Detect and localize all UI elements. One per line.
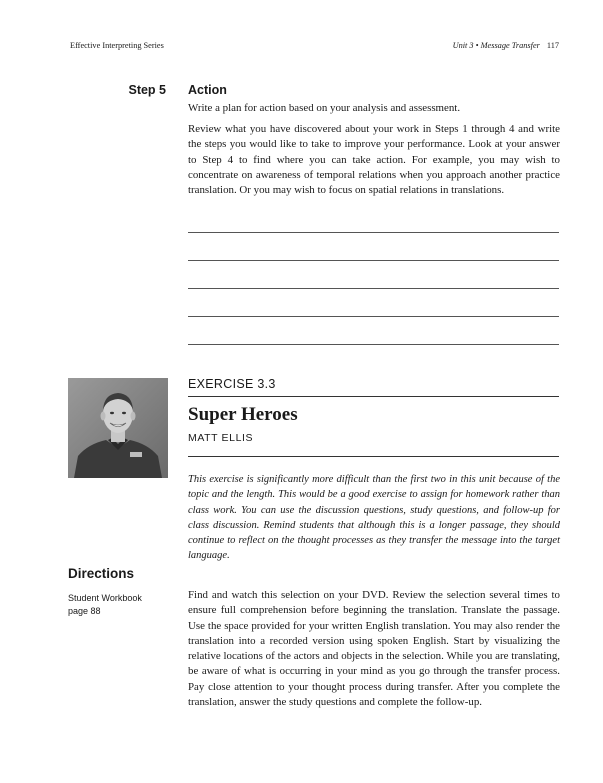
exercise-title: Super Heroes — [188, 404, 298, 425]
page-number: 117 — [546, 41, 559, 50]
writing-line — [188, 232, 559, 233]
exercise-author: MATT ELLIS — [188, 432, 254, 444]
running-header-right — [453, 41, 559, 50]
step-paragraph-2: Review what you have discovered about your work in Steps 1 through 4 and write the steps you would like to take to improve your performance. Look at your answer to Step 4 to find where you can take action. For example, you may wish to concentrate on awareness of temporal relations when you approach another practice translation. Or you may wish to focus on spatial relations in translations. — [188, 123, 560, 197]
workbook-reference-page: page 88 — [68, 605, 101, 616]
running-header-unit: Unit 3 • Message Transfer — [452, 41, 540, 50]
exercise-note: This exercise is significantly more difficult than the first two in this unit because of the topic and the length. This would be a good exercise to assign for homework rather than class work. You can use the discussion questions, study questions, and follow-up for class discussion. Remind students that although this is a longer passage, they should continue to reflect on the thought processes as they transfer the message into the target language. — [188, 474, 560, 562]
workbook-reference — [68, 592, 142, 617]
author-photo-image — [68, 378, 168, 478]
step-label: Step 5 — [128, 83, 166, 97]
exercise-label: EXERCISE 3.3 — [188, 377, 276, 391]
writing-line — [188, 316, 559, 317]
directions-text: Find and watch this selection on your DVD. Review the selection several times to ensure full comprehension before beginning the translation. Translate the passage. Use the space provided for your written English translation. You may also render the translation into a recorded version using spoken English. Start by visualizing the relative locations of the actors and objects in the selection. While you are translating, be aware of what is occurring in your mind as you go through the transfer process. Pay close attention to your thought process during transfer. After you complete the translation, answer the study questions and complete the follow-up. — [188, 589, 560, 709]
writing-line — [188, 260, 559, 261]
writing-line — [188, 288, 559, 289]
running-header-series: Effective Interpreting Series — [70, 41, 164, 50]
step-paragraph-1: Write a plan for action based on your analysis and assessment. — [188, 102, 461, 114]
author-photo — [68, 378, 168, 478]
exercise-rule-top — [188, 396, 559, 397]
writing-line — [188, 344, 559, 345]
directions-heading: Directions — [68, 566, 135, 581]
exercise-rule-bottom — [188, 456, 559, 457]
workbook-reference-title: Student Workbook — [68, 593, 142, 603]
step-title: Action — [188, 83, 227, 97]
